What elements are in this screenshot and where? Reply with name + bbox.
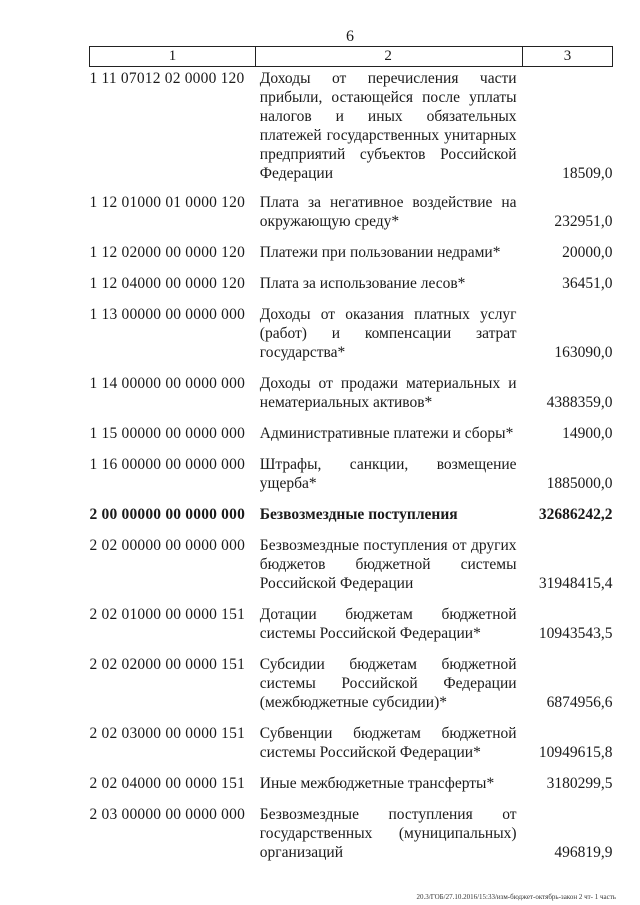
- table-row: [90, 231, 613, 262]
- row-code: 2 02 01000 00 0000 151: [89, 606, 246, 623]
- column-header-code: 1: [90, 47, 256, 67]
- table-body: [90, 67, 613, 863]
- row-code: 2 02 02000 00 0000 151: [89, 656, 246, 673]
- row-code: 1 12 04000 00 0000 120: [89, 275, 246, 292]
- row-name: Доходы от оказания платных услуг (работ) и компенсации затрат государства*: [259, 306, 517, 361]
- row-amount: 31948415,4: [538, 575, 613, 592]
- row-code: 2 02 03000 00 0000 151: [89, 725, 246, 742]
- column-header-amount: 3: [523, 47, 613, 67]
- row-amount: 36451,0: [562, 275, 613, 292]
- table-header-row: [90, 47, 613, 67]
- row-amount: 6874956,6: [546, 694, 613, 711]
- table-row: [90, 643, 613, 712]
- row-amount: 1885000,0: [546, 475, 613, 492]
- row-code: 1 13 00000 00 0000 000: [89, 306, 246, 323]
- row-code: 2 00 00000 00 0000 000: [89, 506, 246, 523]
- table-row: [90, 762, 613, 793]
- row-code: 1 12 01000 01 0000 120: [89, 194, 246, 211]
- footer-note: 20.3/ГОБ/27.10.2016/15:33/изм-бюджет-октябрь-закон 2 чт- 1 часть: [416, 893, 616, 901]
- table-row: [90, 524, 613, 593]
- row-amount: 163090,0: [554, 344, 613, 361]
- column-header-name: 2: [256, 47, 523, 67]
- table-row: [90, 67, 613, 184]
- row-code: 1 14 00000 00 0000 000: [89, 375, 246, 392]
- row-name: Платежи при пользовании недрами*: [259, 244, 501, 261]
- row-name: Административные платежи и сборы*: [259, 425, 514, 442]
- row-name: Дотации бюджетам бюджетной системы Российской Федерации*: [259, 606, 517, 642]
- row-name: Доходы от перечисления части прибыли, остающейся после уплаты налогов и иных обязательных платежей государственных унитарных предприятий субъектов Российской Федерации: [259, 70, 517, 182]
- row-amount: 20000,0: [562, 244, 613, 261]
- row-code: 2 02 00000 00 0000 000: [89, 537, 246, 554]
- row-name: Плата за негативное воздействие на окружающую среду*: [259, 194, 517, 230]
- row-code: 1 16 00000 00 0000 000: [89, 456, 246, 473]
- table-row: [90, 793, 613, 862]
- row-name: Безвозмездные поступления от других бюджетов бюджетной системы Российской Федерации: [259, 537, 517, 592]
- row-name: Субвенции бюджетам бюджетной системы Российской Федерации*: [259, 725, 517, 761]
- row-code: 1 15 00000 00 0000 000: [89, 425, 246, 442]
- row-code: 2 03 00000 00 0000 000: [89, 806, 246, 823]
- row-name: Плата за использование лесов*: [259, 275, 466, 292]
- table-row: [90, 593, 613, 643]
- row-name: Безвозмездные поступления: [259, 506, 458, 523]
- table-row: [90, 412, 613, 443]
- row-name: Доходы от продажи материальных и нематериальных активов*: [259, 375, 517, 411]
- row-amount: 496819,9: [554, 844, 613, 861]
- row-code: 1 12 02000 00 0000 120: [89, 244, 246, 261]
- table-row: [90, 443, 613, 493]
- row-amount: 4388359,0: [546, 394, 613, 411]
- page-number: 6: [346, 28, 354, 45]
- row-name: Иные межбюджетные трансферты*: [259, 775, 495, 792]
- row-code: 1 11 07012 02 0000 120: [89, 70, 245, 87]
- table-row: [90, 293, 613, 362]
- row-amount: 10949615,8: [538, 744, 613, 761]
- row-amount: 14900,0: [562, 425, 613, 442]
- table-row: [90, 712, 613, 762]
- row-name: Субсидии бюджетам бюджетной системы Российской Федерации (межбюджетные субсидии)*: [259, 656, 517, 711]
- row-amount: 18509,0: [562, 165, 613, 182]
- row-amount: 10943543,5: [538, 625, 613, 642]
- row-amount: 232951,0: [554, 213, 613, 230]
- row-name: Безвозмездные поступления от государственных (муниципальных) организаций: [259, 806, 517, 861]
- table-row: [90, 262, 613, 293]
- budget-table: [89, 46, 613, 862]
- row-amount: 32686242,2: [538, 506, 613, 523]
- row-code: 2 02 04000 00 0000 151: [89, 775, 246, 792]
- table-row: [90, 362, 613, 412]
- table-row: [90, 493, 613, 524]
- row-amount: 3180299,5: [546, 775, 613, 792]
- row-name: Штрафы, санкции, возмещение ущерба*: [259, 456, 517, 492]
- table-row: [90, 183, 613, 231]
